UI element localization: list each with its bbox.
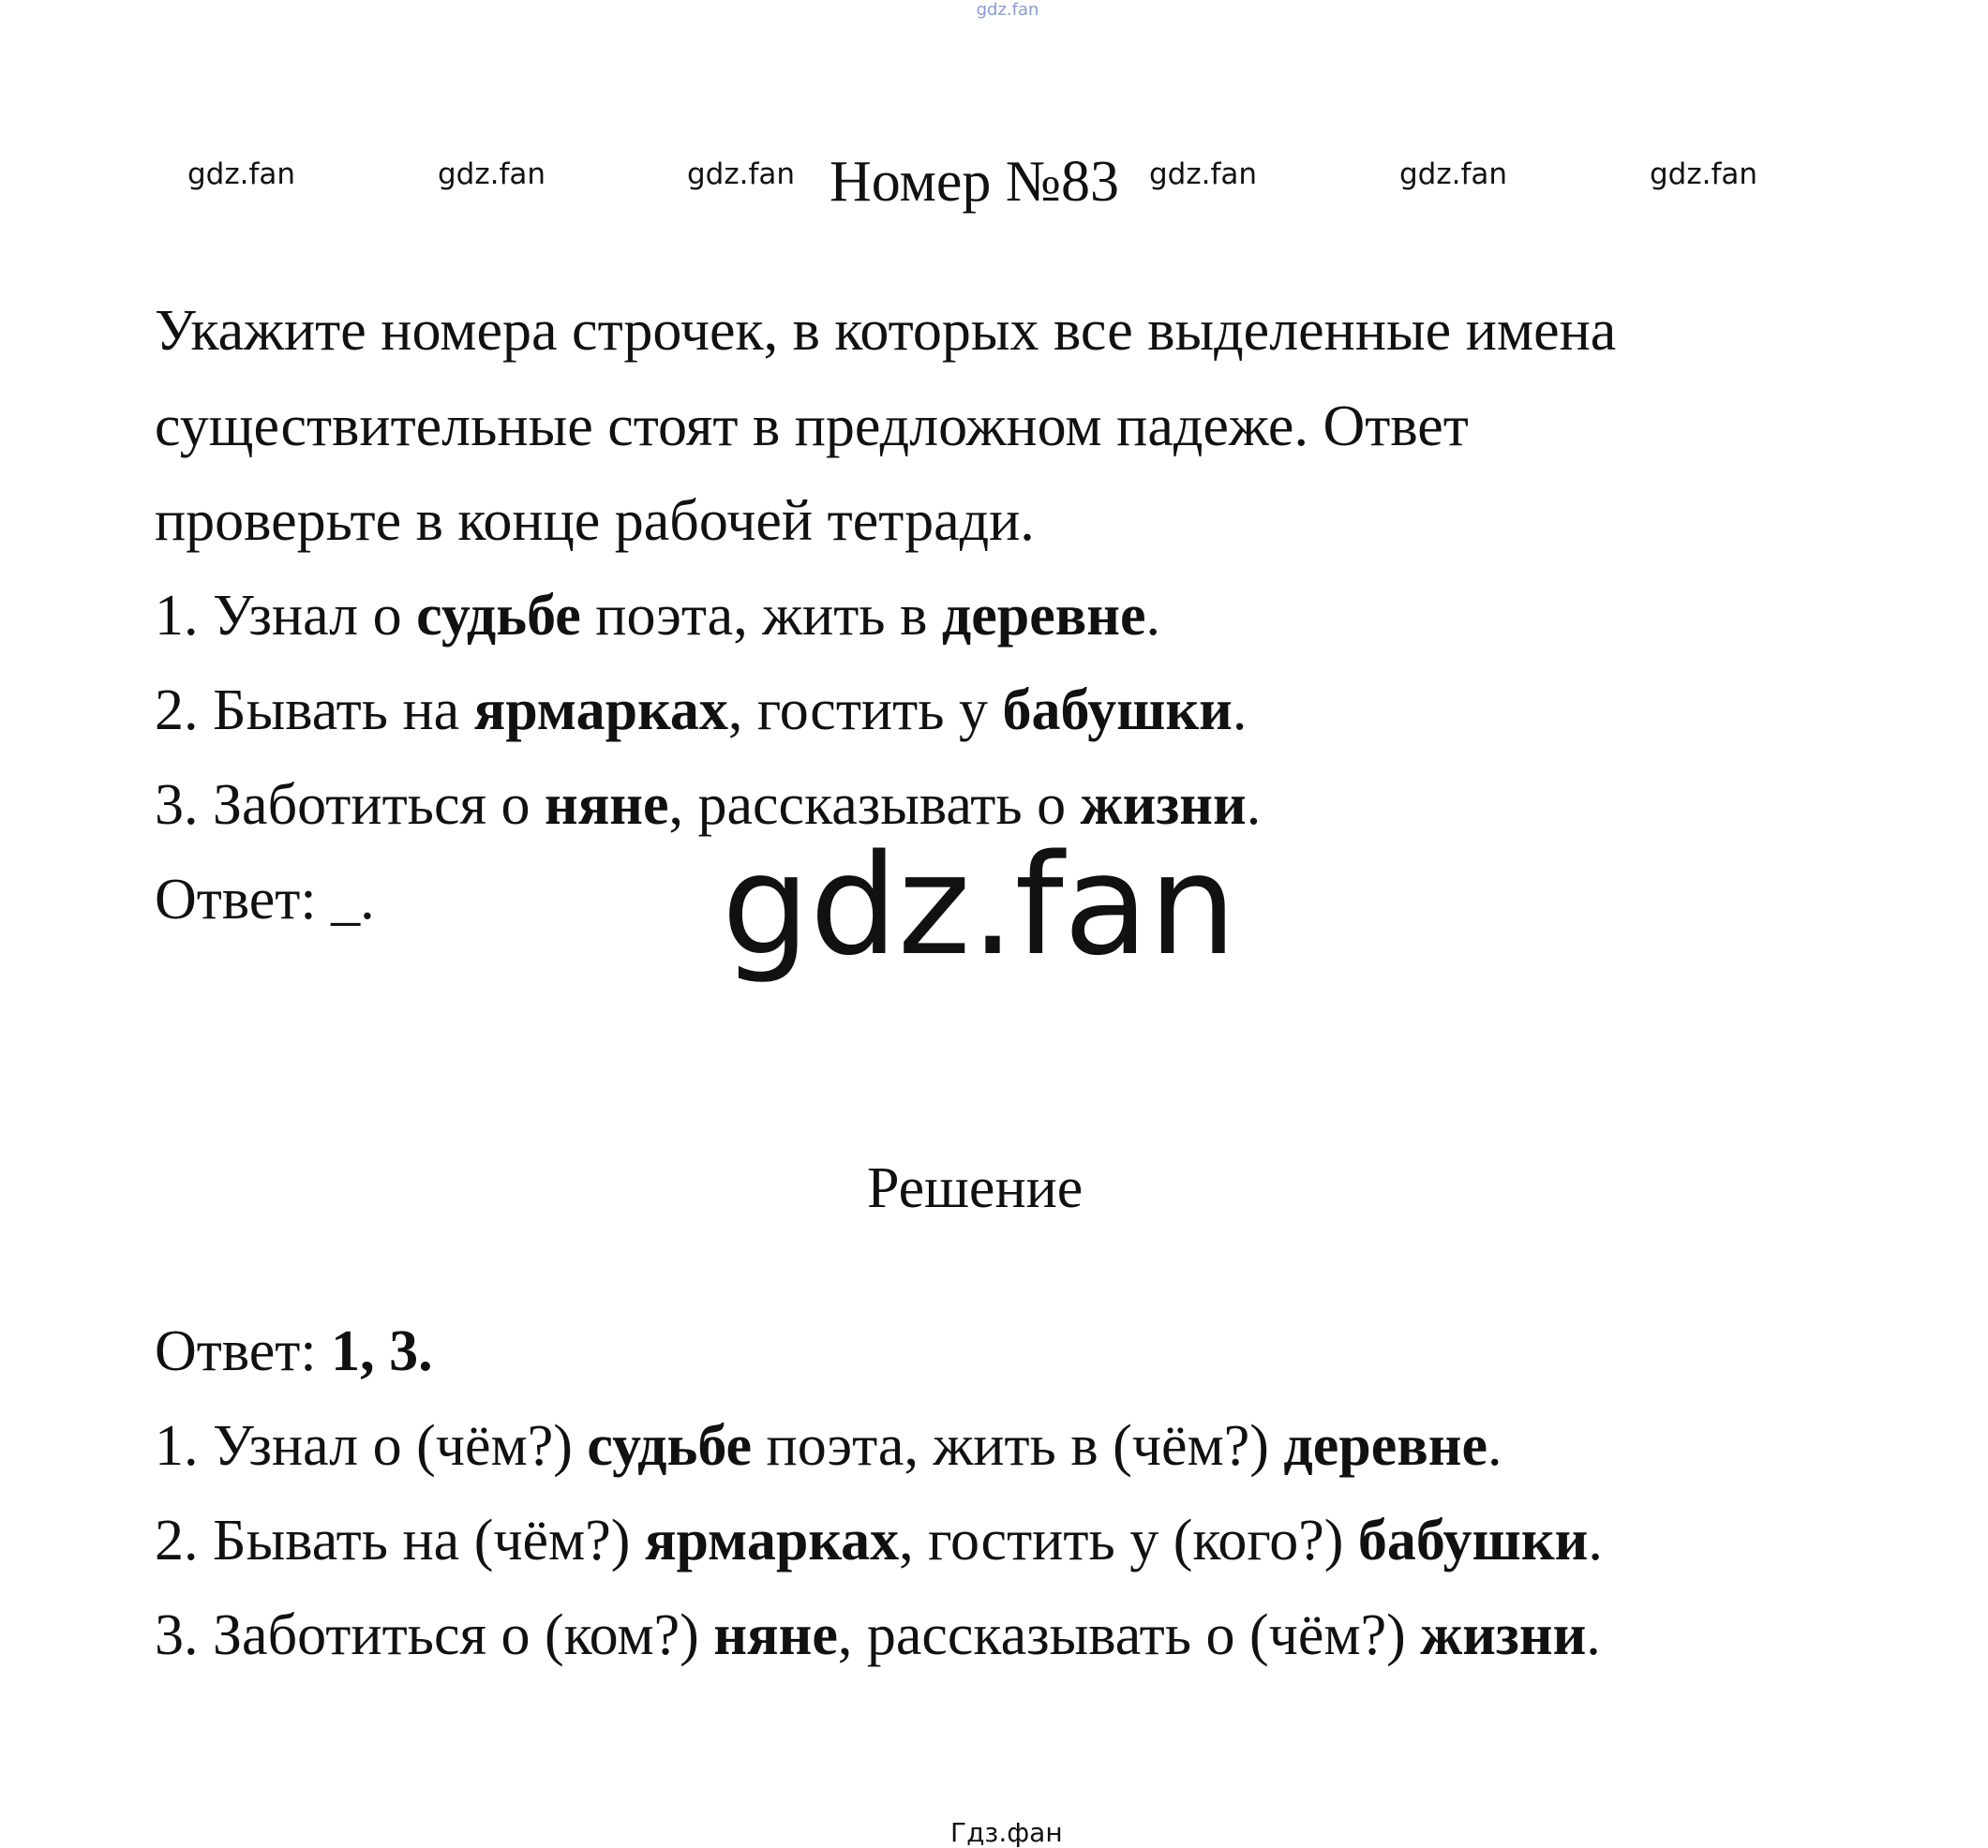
task-text-line-3: проверьте в конце рабочей тетради. (155, 489, 1035, 553)
item-text: Узнал о (213, 584, 417, 648)
solution-item-2 (155, 1509, 1603, 1572)
highlighted-noun: деревне (1283, 1414, 1487, 1478)
item-text: поэта, жить в (чём?) (752, 1414, 1284, 1478)
highlighted-noun: ярмарках (644, 1509, 900, 1572)
highlighted-noun: бабушки (1002, 678, 1233, 742)
highlighted-noun: судьбе (416, 584, 581, 648)
highlighted-noun: судьбе (587, 1414, 753, 1478)
highlighted-noun: няне (545, 773, 669, 837)
item-number: 1. (155, 1414, 199, 1478)
highlighted-noun: бабушки (1357, 1509, 1589, 1572)
task-answer-blank: Ответ: _. (155, 868, 375, 931)
watermark-row-3: gdz.fan (687, 157, 796, 191)
task-text-line-2: существительные стоят в предложном падеже. Ответ (155, 395, 1469, 458)
highlighted-noun: ярмарках (473, 678, 728, 742)
item-text: . (1246, 773, 1262, 837)
item-text: Бывать на (213, 678, 474, 742)
watermark-row-1: gdz.fan (187, 157, 296, 191)
item-text: , рассказывать о (668, 773, 1081, 837)
watermark-center: gdz.fan (722, 825, 1237, 986)
task-item-1 (155, 584, 1160, 648)
item-text: Бывать на (чём?) (213, 1509, 645, 1572)
item-text: Узнал о (чём?) (213, 1414, 588, 1478)
item-text: Заботиться о (ком?) (213, 1603, 714, 1667)
watermark-footer: Гдз.фан (950, 1817, 1063, 1848)
solution-answer (155, 1319, 433, 1383)
item-number: 1. (155, 584, 199, 648)
item-text: . (1586, 1603, 1601, 1667)
item-text: . (1145, 584, 1160, 648)
watermark-row-4: gdz.fan (1149, 157, 1258, 191)
highlighted-noun: жизни (1420, 1603, 1587, 1667)
item-text: . (1487, 1414, 1502, 1478)
watermark-row-5: gdz.fan (1399, 157, 1508, 191)
highlighted-noun: жизни (1080, 773, 1247, 837)
item-text: , гостить у (727, 678, 1003, 742)
item-number: 2. (155, 1509, 199, 1572)
item-text: поэта, жить в (580, 584, 942, 648)
highlighted-noun: няне (713, 1603, 838, 1667)
item-text: Заботиться о (213, 773, 545, 837)
task-item-2 (155, 678, 1248, 742)
item-number: 3. (155, 1603, 199, 1667)
solution-heading: Решение (867, 1156, 1084, 1220)
answer-value: 1, 3. (331, 1319, 433, 1383)
item-text: . (1588, 1509, 1603, 1572)
task-text-line-1: Укажите номера строчек, в которых все выделенные имена (155, 299, 1617, 363)
solution-item-3 (155, 1603, 1601, 1667)
page-title: Номер №83 (830, 150, 1120, 214)
item-text: , гостить у (кого?) (899, 1509, 1358, 1572)
watermark-row-2: gdz.fan (438, 157, 546, 191)
item-number: 3. (155, 773, 199, 837)
item-text: , рассказывать о (чём?) (837, 1603, 1421, 1667)
watermark-top: gdz.fan (976, 0, 1039, 20)
highlighted-noun: деревне (941, 584, 1146, 648)
solution-item-1 (155, 1414, 1502, 1478)
item-number: 2. (155, 678, 199, 742)
answer-label: Ответ: (155, 1319, 332, 1383)
item-text: . (1232, 678, 1248, 742)
watermark-row-6: gdz.fan (1650, 157, 1758, 191)
